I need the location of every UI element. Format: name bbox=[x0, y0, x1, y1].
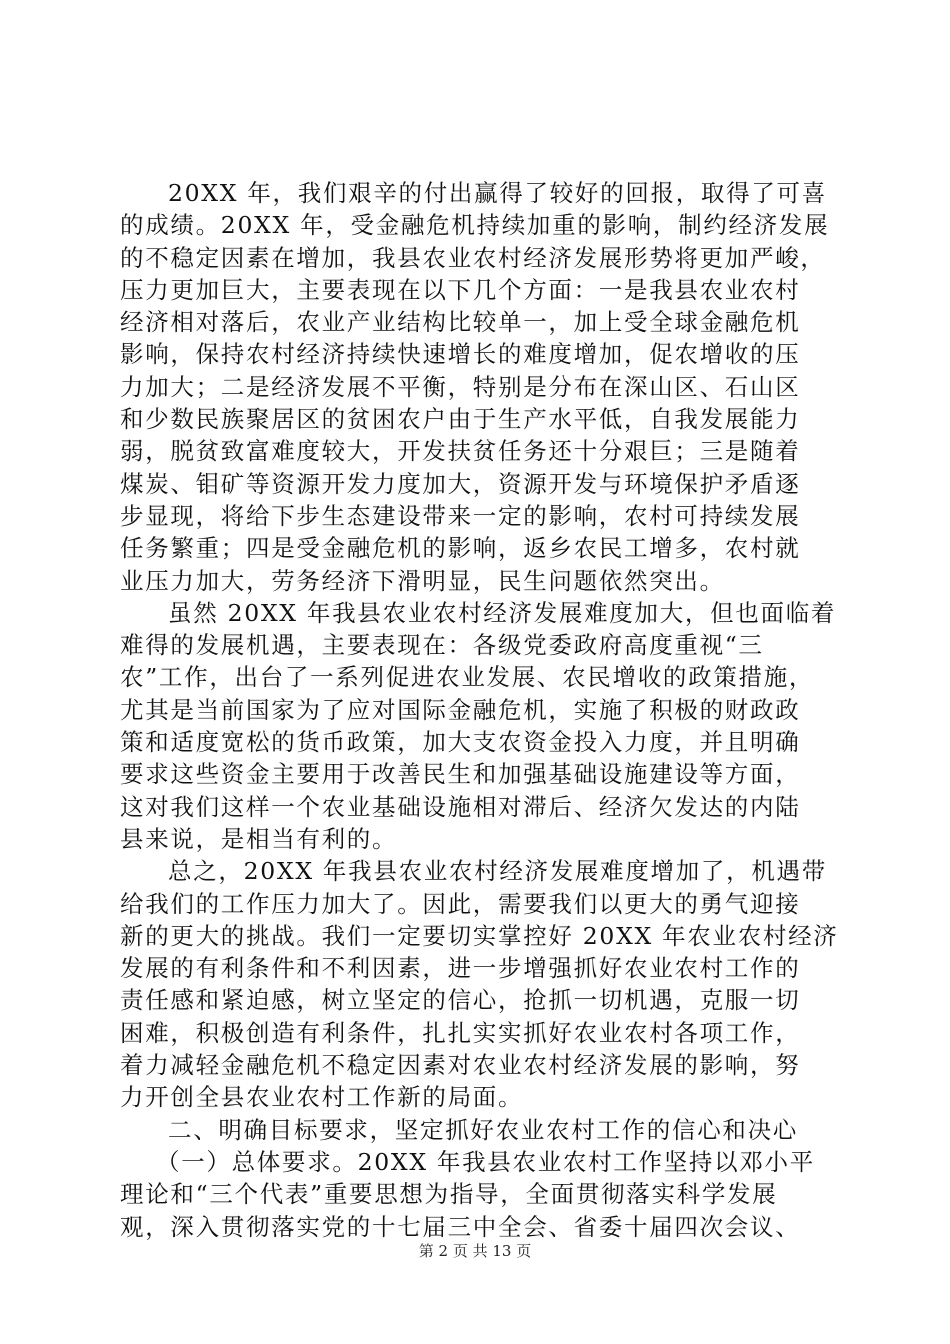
paragraph-line: 力加大；二是经济发展不平衡，特别是分布在深山区、石山区 bbox=[120, 372, 801, 401]
paragraph-line: 要求这些资金主要用于改善民生和加强基础设施建设等方面， bbox=[120, 760, 801, 789]
paragraph-line: 新的更大的挑战。我们一定要切实掌控好 20XX 年农业农村经济 bbox=[120, 921, 839, 950]
paragraph-line: 任务繁重；四是受金融危机的影响，返乡农民工增多，农村就 bbox=[120, 534, 801, 563]
paragraph-line: 力开创全县农业农村工作新的局面。 bbox=[120, 1083, 524, 1112]
paragraph-line: 尤其是当前国家为了应对国际金融危机，实施了积极的财政政 bbox=[120, 695, 801, 724]
paragraph-line: 困难，积极创造有利条件，扎扎实实抓好农业农村各项工作， bbox=[120, 1018, 801, 1047]
paragraph-line: 总之，20XX 年我县农业农村经济发展难度增加了，机遇带 bbox=[168, 857, 827, 886]
paragraph-line: （一）总体要求。20XX 年我县农业农村工作坚持以邓小平 bbox=[156, 1147, 815, 1176]
paragraph-line: 和少数民族聚居区的贫困农户由于生产水平低，自我发展能力 bbox=[120, 405, 801, 434]
paragraph-line: 给我们的工作压力加大了。因此，需要我们以更大的勇气迎接 bbox=[120, 889, 801, 918]
paragraph-line: 这对我们这样一个农业基础设施相对滞后、经济欠发达的内陆 bbox=[120, 792, 801, 821]
paragraph-line: 观，深入贯彻落实党的十七届三中全会、省委十届四次会议、 bbox=[120, 1212, 801, 1241]
section-heading: 二、明确目标要求，坚定抓好农业农村工作的信心和决心 bbox=[168, 1115, 798, 1144]
paragraph-line: 策和适度宽松的货币政策，加大支农资金投入力度，并且明确 bbox=[120, 728, 801, 757]
paragraph-line: 发展的有利条件和不利因素，进一步增强抓好农业农村工作的 bbox=[120, 954, 801, 983]
paragraph-line: 县来说，是相当有利的。 bbox=[120, 824, 398, 853]
paragraph-line: 农”工作，出台了一系列促进农业发展、农民增收的政策措施， bbox=[120, 663, 815, 692]
paragraph-line: 经济相对落后，农业产业结构比较单一，加上受全球金融危机 bbox=[120, 308, 801, 337]
paragraph-line: 弱，脱贫致富难度较大，开发扶贫任务还十分艰巨；三是随着 bbox=[120, 437, 801, 466]
paragraph-line: 难得的发展机遇，主要表现在：各级党委政府高度重视“三 bbox=[120, 631, 764, 660]
paragraph-line: 责任感和紧迫感，树立坚定的信心，抢抓一切机遇，克服一切 bbox=[120, 986, 801, 1015]
paragraph-line: 影响，保持农村经济持续快速增长的难度增加，促农增收的压 bbox=[120, 340, 801, 369]
paragraph-line: 的不稳定因素在增加，我县农业农村经济发展形势将更加严峻， bbox=[120, 243, 826, 272]
paragraph-line: 压力更加巨大，主要表现在以下几个方面：一是我县农业农村 bbox=[120, 275, 801, 304]
body-text bbox=[120, 177, 840, 1243]
paragraph-line: 理论和“三个代表”重要思想为指导，全面贯彻落实科学发展 bbox=[120, 1180, 778, 1209]
paragraph-line: 着力减轻金融危机不稳定因素对农业农村经济发展的影响，努 bbox=[120, 1051, 801, 1080]
paragraph-line: 业压力加大，劳务经济下滑明显，民生问题依然突出。 bbox=[120, 566, 725, 595]
paragraph-line: 的成绩。20XX 年，受金融危机持续加重的影响，制约经济发展 bbox=[120, 211, 830, 240]
paragraph-line: 20XX 年，我们艰辛的付出赢得了较好的回报，取得了可喜 bbox=[168, 179, 827, 207]
paragraph-line: 步显现，将给下步生态建设带来一定的影响，农村可持续发展 bbox=[120, 501, 801, 530]
page-number: 第 2 页 共 13 页 bbox=[418, 1242, 532, 1260]
paragraph-line: 煤炭、钼矿等资源开发力度加大，资源开发与环境保护矛盾逐 bbox=[120, 469, 801, 498]
paragraph-line: 虽然 20XX 年我县农业农村经济发展难度加大，但也面临着 bbox=[168, 598, 837, 627]
